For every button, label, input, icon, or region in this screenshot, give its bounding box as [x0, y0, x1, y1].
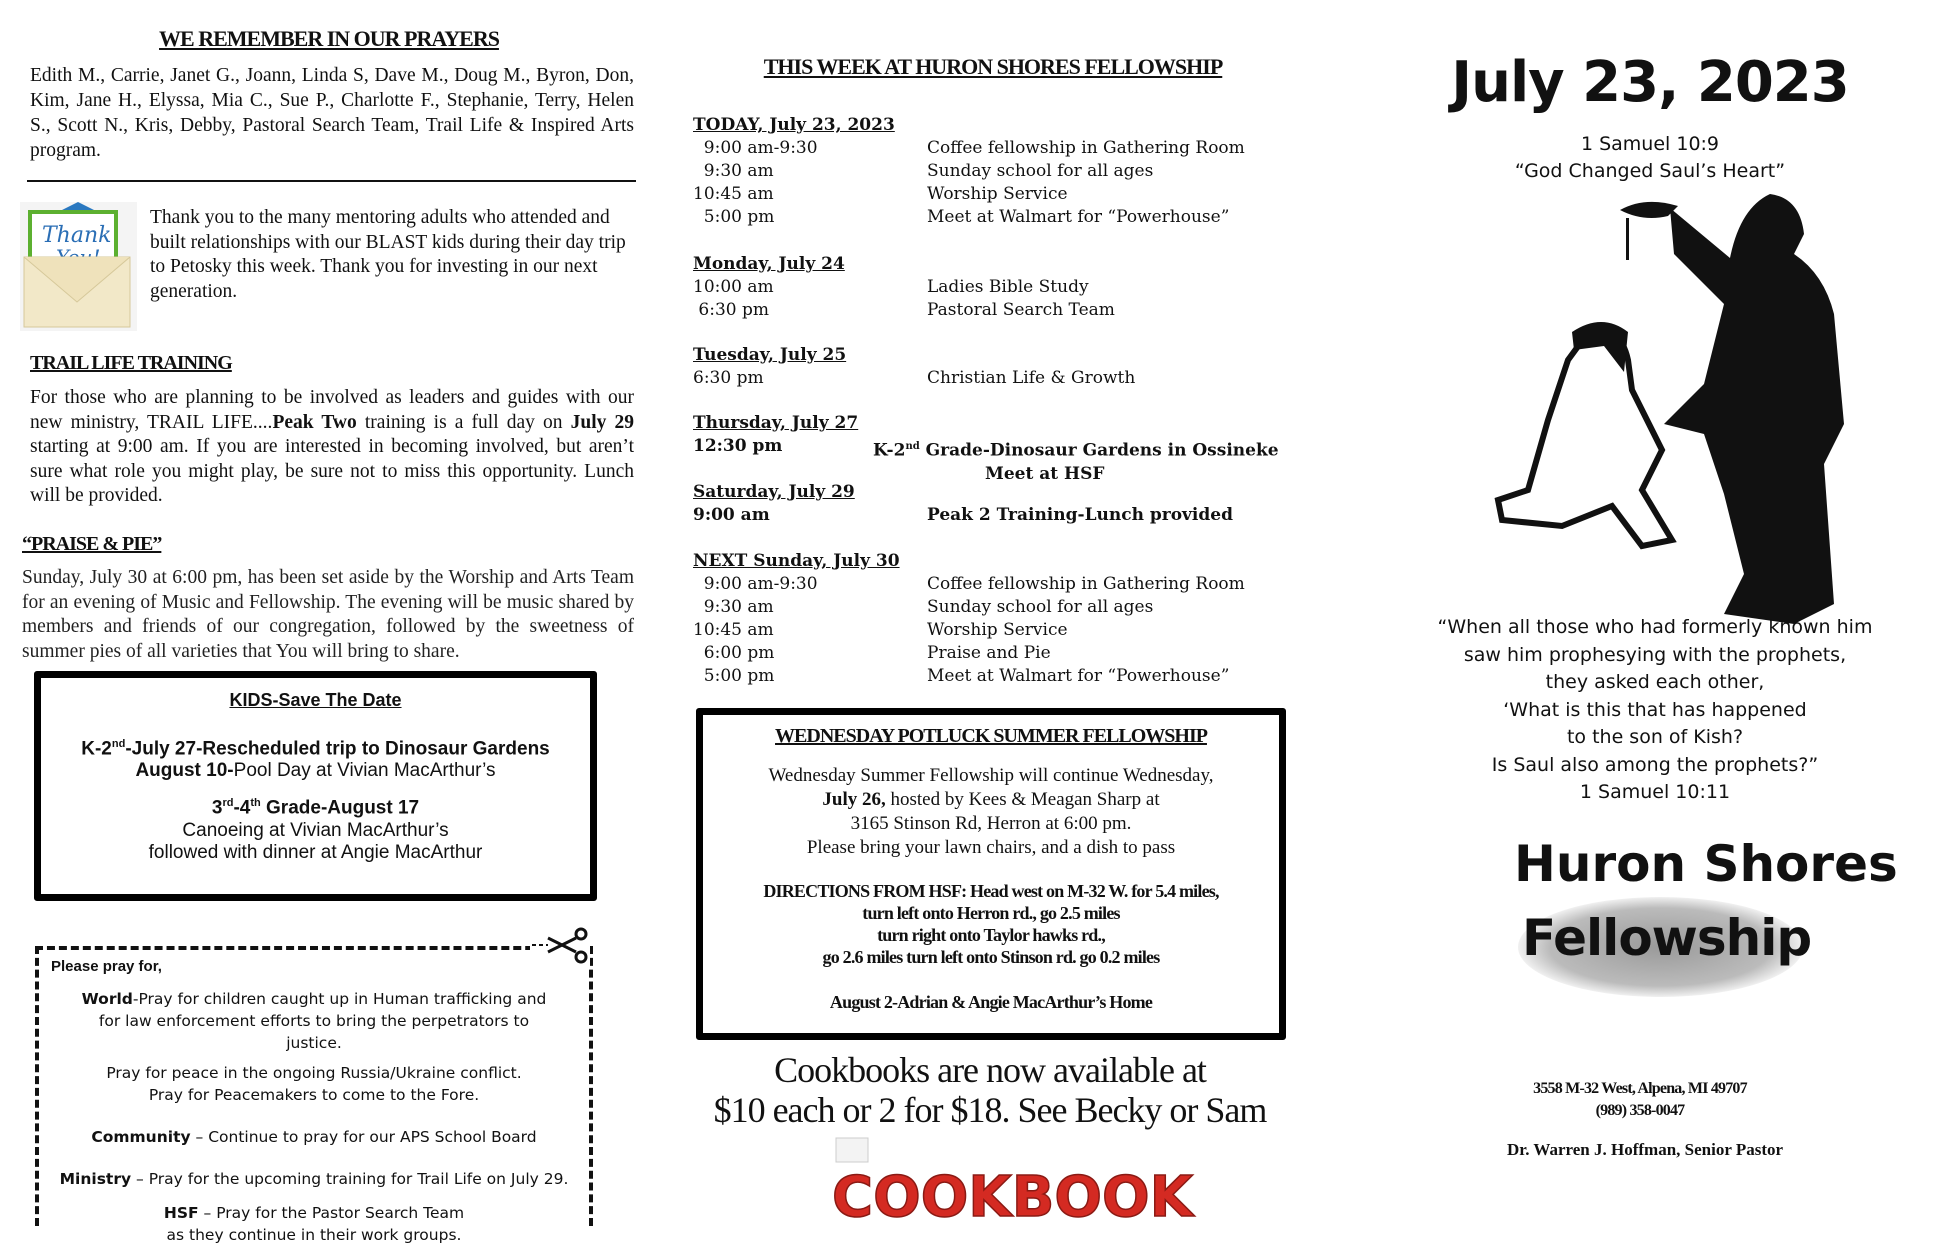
church-name-1: Huron Shores	[1514, 835, 1898, 893]
schedule-row: 10:45 am Worship Service	[693, 184, 1068, 204]
day-tuesday	[693, 344, 1293, 390]
potluck-details: Wednesday Summer Fellowship will continue Wednesday, July 26, hosted by Kees & Meagan Sharp at 3165 Stinson Rd, Herron at 6:00 pm. Please bring your lawn chairs, and a dish to pass	[768, 765, 1214, 858]
schedule-row: 9:30 am Sunday school for all ages	[693, 161, 1154, 181]
senior-pastor: Dr. Warren J. Hoffman, Senior Pastor	[1506, 1140, 1784, 1159]
cookbook-announcement: Cookbooks are now available at $10 each or 2 for $18. See Becky or Sam	[713, 1050, 1267, 1130]
day-thursday	[693, 412, 1293, 486]
church-phone: (989) 358-0047	[1595, 1102, 1685, 1119]
pray-peace: Pray for peace in the ongoing Russia/Ukraine conflict.	[106, 1064, 522, 1082]
bulletin-date: July 23, 2023	[1451, 50, 1849, 115]
kids-heading: KIDS-Save The Date	[229, 690, 402, 710]
svg-text:COOKBOOK: COOKBOOK	[832, 1165, 1193, 1230]
kids-line-1: K-2nd-July 27-Rescheduled trip to Dinosaur Gardens	[81, 738, 550, 760]
praise-pie-text: Sunday, July 30 at 6:00 pm, has been set aside by the Worship and Arts Team for an evening of Music and Fellowship. The evening will be music shared by members and friends of our congregation, followed by the sweetness of summer pies of all varieties that You will bring to share.	[22, 567, 634, 662]
day-monday	[693, 253, 1293, 322]
schedule-row: 10:45 am Worship Service	[693, 620, 1068, 640]
prayers-heading: WE REMEMBER IN OUR PRAYERS	[159, 26, 499, 51]
cookbook-image	[824, 1138, 1193, 1230]
kids-line-2: August 10-Pool Day at Vivian MacArthur’s	[135, 760, 496, 782]
schedule-row: 6:30 pm Pastoral Search Team	[693, 300, 1115, 320]
anointing-illustration	[1480, 180, 1840, 590]
church-name-2: Fellowship	[1522, 909, 1812, 967]
quote-reference: 1 Samuel 10:11	[1579, 781, 1731, 803]
pray-heading: Please pray for,	[51, 958, 162, 975]
week-heading: THIS WEEK AT HURON SHORES FELLOWSHIP	[763, 54, 1223, 79]
schedule-row: 12:30 pm K-2nd Grade-Dinosaur Gardens in Ossineke	[693, 436, 1279, 461]
divider	[27, 180, 636, 182]
kids-save-date-box	[34, 671, 597, 901]
day-heading: NEXT Sunday, July 30	[693, 551, 900, 571]
day-heading: TODAY, July 23, 2023	[693, 115, 895, 135]
potluck-next: August 2-Adrian & Angie MacArthur’s Home	[829, 992, 1153, 1012]
church-logo	[1500, 835, 1900, 1010]
pray-ministry: Ministry – Pray for the upcoming training for Trail Life on July 29.	[59, 1170, 569, 1188]
day-heading: Monday, July 24	[693, 254, 845, 274]
kids-line-4: Canoeing at Vivian MacArthur’s	[182, 819, 449, 841]
schedule-row: 9:30 am Sunday school for all ages	[693, 597, 1154, 617]
kids-line-3: 3rd-4th Grade-August 17	[211, 797, 420, 819]
scissors-icon	[530, 926, 590, 966]
pray-peacemakers: Pray for Peacemakers to come to the Fore.	[148, 1086, 480, 1104]
trail-life-text: For those who are planning to be involved as leaders and guides with our new ministry, TRAIL LIFE....Peak Two training is a full day on July 29 starting at 9:00 am. If you are interested in becoming involved, but aren’t sure what role you might play, be sure not to miss this opportunity. Lunch will be provided.	[30, 387, 635, 506]
pray-world: World-Pray for children caught up in Human trafficking and for law enforcement efforts to bring the perpetrators to justice.	[81, 990, 547, 1052]
potluck-directions: DIRECTIONS FROM HSF: Head west on M-32 W. for 5.4 miles, turn left onto Herron rd., go 2.5 miles turn right onto Taylor hawks rd., go 2.6 miles turn left onto Stinson rd. go 0.2 miles	[763, 881, 1219, 967]
day-heading: Saturday, July 29	[693, 482, 855, 502]
potluck-heading: WEDNESDAY POTLUCK SUMMER FELLOWSHIP	[775, 725, 1207, 747]
kids-line-5: followed with dinner at Angie MacArthur	[148, 841, 483, 863]
schedule-row-note: Meet at HSF	[985, 463, 1105, 484]
sermon-info	[1400, 131, 1900, 185]
schedule-row: 9:00 am-9:30 Coffee fellowship in Gathering Room	[693, 138, 1245, 158]
schedule-row: 10:00 am Ladies Bible Study	[693, 277, 1089, 297]
day-next-sunday	[693, 550, 1293, 688]
schedule-row: 9:00 am Peak 2 Training-Lunch provided	[693, 505, 1233, 525]
potluck-box	[696, 708, 1286, 1040]
day-today	[693, 114, 1293, 229]
day-heading: Tuesday, July 25	[693, 345, 847, 365]
pray-hsf-2: as they continue in their work groups.	[166, 1226, 462, 1244]
prayer-requests-box	[35, 946, 593, 1244]
praise-pie-heading: “PRAISE & PIE”	[22, 533, 162, 555]
thank-you-text: Thank you to the many mentoring adults who attended and built relationships with our BLAST kids during their day trip to Petosky this week. Thank you for investing in our next generation.	[150, 207, 626, 302]
schedule-row: 6:30 pm Christian Life & Growth	[693, 368, 1136, 388]
scripture-ref: 1 Samuel 10:9	[1580, 133, 1720, 155]
church-contact	[1430, 1078, 1850, 1122]
scripture-quote: “When all those who had formerly known him saw him prophesying with the prophets, they asked each other, ‘What is this that has happened to the son of Kish? Is Saul also among the prophets?” 1 Samuel 10:11	[1400, 614, 1910, 807]
schedule-row: 6:00 pm Praise and Pie	[693, 643, 1051, 663]
schedule-row: 5:00 pm Meet at Walmart for “Powerhouse”	[693, 666, 1230, 686]
prayer-names: Edith M., Carrie, Janet G., Joann, Linda S, Dave M., Doug M., Byron, Don, Kim, Jane H., Elyssa, Mia C., Sue P., Charlotte F., Stephanie, Terry, Helen S., Scott N., Kris, Debby, Pastoral Search Team, Trail Life & Inspired Arts program.	[30, 65, 634, 161]
schedule-row: 5:00 pm Meet at Walmart for “Powerhouse”	[693, 207, 1230, 227]
pray-community: Community – Continue to pray for our APS School Board	[91, 1128, 537, 1146]
church-address: 3558 M-32 West, Alpena, MI 49707	[1533, 1080, 1747, 1097]
pray-hsf: HSF – Pray for the Pastor Search Team	[163, 1204, 465, 1222]
svg-text:Thank: Thank	[42, 223, 112, 248]
thank-you-card-image	[20, 202, 137, 331]
trail-life-heading: TRAIL LIFE TRAINING	[30, 352, 232, 374]
day-heading: Thursday, July 27	[693, 413, 859, 433]
sermon-title: “God Changed Saul’s Heart”	[1514, 160, 1786, 182]
day-saturday	[693, 481, 1293, 527]
schedule-row: 9:00 am-9:30 Coffee fellowship in Gathering Room	[693, 574, 1245, 594]
